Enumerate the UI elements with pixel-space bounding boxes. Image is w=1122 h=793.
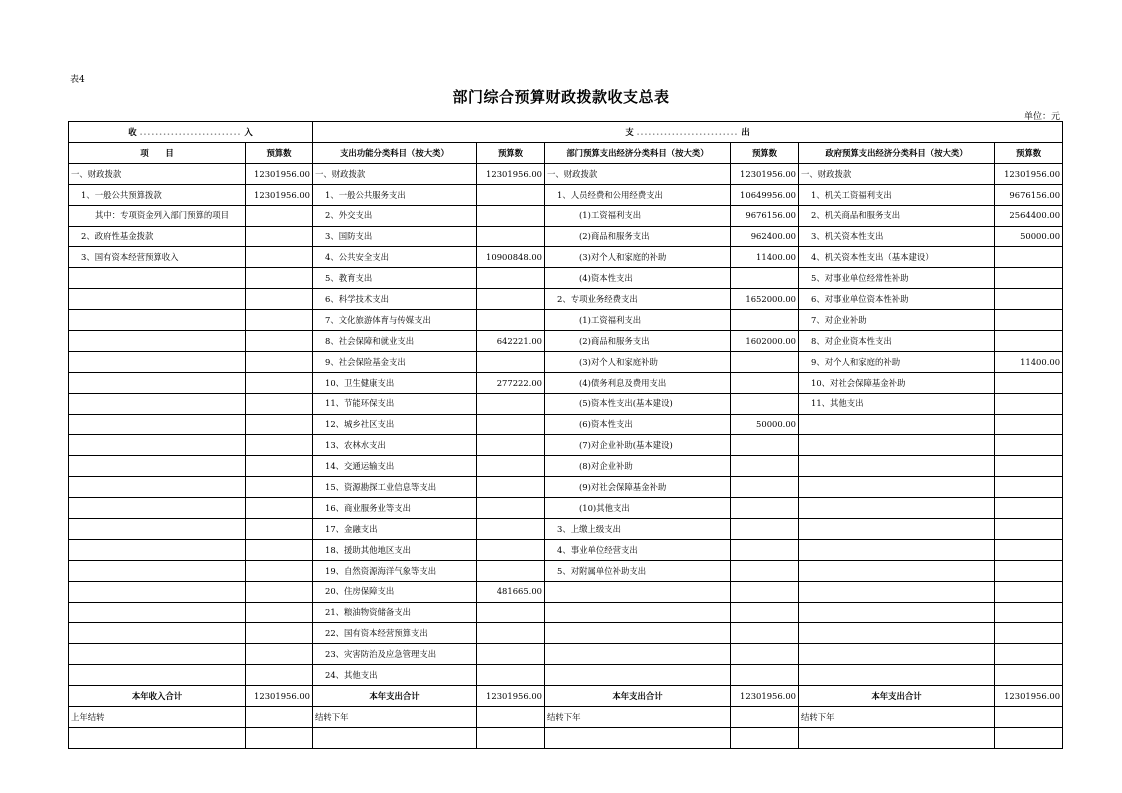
- func-class-cell: 7、文化旅游体育与传媒支出: [313, 310, 477, 331]
- dept-econ-cell: 2、专项业务经费支出: [545, 289, 731, 310]
- gov-budget-cell: 11400.00: [995, 351, 1063, 372]
- dept-budget-cell: 962400.00: [731, 226, 799, 247]
- gov-total-value: 12301956.00: [995, 686, 1063, 707]
- func-class-cell: 14、交通运输支出: [313, 456, 477, 477]
- empty-cell: [69, 727, 246, 748]
- carry-prev-label: 上年结转: [69, 707, 246, 728]
- dept-budget-cell: [731, 372, 799, 393]
- income-budget-cell: [246, 539, 313, 560]
- col-header-budget-gov: 预算数: [995, 143, 1063, 164]
- unit-label: 单位：元: [1023, 112, 1060, 122]
- func-class-cell: 18、援助其他地区支出: [313, 539, 477, 560]
- func-budget-cell: [477, 602, 545, 623]
- carry-next-gov-label: 结转下年: [799, 707, 995, 728]
- gov-budget-cell: [995, 477, 1063, 498]
- gov-econ-cell: [799, 623, 995, 644]
- func-class-cell: 3、国防支出: [313, 226, 477, 247]
- table-row: [69, 289, 1063, 310]
- table-row: [69, 310, 1063, 331]
- func-class-cell: 16、商业服务业等支出: [313, 498, 477, 519]
- gov-econ-cell: 9、对个人和家庭的补助: [799, 351, 995, 372]
- gov-econ-cell: [799, 539, 995, 560]
- dept-budget-cell: [731, 456, 799, 477]
- gov-econ-cell: 8、对企业资本性支出: [799, 331, 995, 352]
- dept-econ-cell: (2)商品和服务支出: [545, 226, 731, 247]
- gov-econ-cell: 2、机关商品和服务支出: [799, 205, 995, 226]
- gov-econ-cell: [799, 456, 995, 477]
- func-budget-cell: 277222.00: [477, 372, 545, 393]
- func-class-cell: 4、公共安全支出: [313, 247, 477, 268]
- gov-econ-cell: 1、机关工资福利支出: [799, 184, 995, 205]
- table-row: [69, 205, 1063, 226]
- func-total-label: 本年支出合计: [313, 686, 477, 707]
- income-total-value: 12301956.00: [246, 686, 313, 707]
- income-budget-cell: [246, 498, 313, 519]
- func-budget-cell: [477, 310, 545, 331]
- table-row: [69, 247, 1063, 268]
- table-row: [69, 623, 1063, 644]
- dept-econ-cell: [545, 623, 731, 644]
- gov-budget-cell: [995, 498, 1063, 519]
- gov-budget-cell: [995, 268, 1063, 289]
- dept-budget-cell: [731, 623, 799, 644]
- income-item-cell: [69, 372, 246, 393]
- empty-cell: [995, 727, 1063, 748]
- func-budget-cell: [477, 351, 545, 372]
- gov-budget-cell: [995, 372, 1063, 393]
- func-class-cell: 1、一般公共服务支出: [313, 184, 477, 205]
- section-header-row: [69, 122, 1063, 143]
- income-item-cell: 3、国有资本经营预算收入: [69, 247, 246, 268]
- dept-budget-cell: 1652000.00: [731, 289, 799, 310]
- gov-econ-cell: [799, 498, 995, 519]
- gov-budget-cell: [995, 414, 1063, 435]
- dept-budget-cell: [731, 435, 799, 456]
- income-budget-cell: 12301956.00: [246, 163, 313, 184]
- gov-budget-cell: [995, 435, 1063, 456]
- dept-econ-cell: (3)对个人和家庭的补助: [545, 247, 731, 268]
- table-row: [69, 581, 1063, 602]
- col-header-budget-dept: 预算数: [731, 143, 799, 164]
- dept-budget-cell: [731, 539, 799, 560]
- table-row: [69, 414, 1063, 435]
- func-budget-cell: [477, 226, 545, 247]
- func-budget-cell: [477, 205, 545, 226]
- budget-table: [68, 121, 1063, 749]
- dept-budget-cell: 50000.00: [731, 414, 799, 435]
- gov-econ-cell: [799, 581, 995, 602]
- gov-budget-cell: [995, 519, 1063, 540]
- gov-budget-cell: [995, 602, 1063, 623]
- income-budget-cell: [246, 602, 313, 623]
- income-budget-cell: [246, 247, 313, 268]
- empty-row: [69, 727, 1063, 748]
- income-budget-cell: [246, 414, 313, 435]
- func-budget-cell: [477, 456, 545, 477]
- dept-budget-cell: [731, 560, 799, 581]
- func-budget-cell: [477, 268, 545, 289]
- dept-econ-cell: (2)商品和服务支出: [545, 331, 731, 352]
- empty-cell: [313, 727, 477, 748]
- func-class-cell: 5、教育支出: [313, 268, 477, 289]
- income-budget-cell: [246, 519, 313, 540]
- income-header-right: 入: [244, 126, 253, 137]
- income-budget-cell: [246, 226, 313, 247]
- table-body: [69, 122, 1063, 749]
- dept-econ-cell: 5、对附属单位补助支出: [545, 560, 731, 581]
- carry-next-dept-label: 结转下年: [545, 707, 731, 728]
- dept-econ-cell: 1、人员经费和公用经费支出: [545, 184, 731, 205]
- income-item-cell: [69, 477, 246, 498]
- table-row: [69, 498, 1063, 519]
- income-budget-cell: [246, 268, 313, 289]
- dept-budget-cell: 10649956.00: [731, 184, 799, 205]
- table-row: [69, 477, 1063, 498]
- carry-next-gov-value: [995, 707, 1063, 728]
- func-budget-cell: [477, 393, 545, 414]
- empty-cell: [246, 727, 313, 748]
- income-budget-cell: [246, 560, 313, 581]
- income-item-cell: [69, 310, 246, 331]
- income-item-cell: [69, 331, 246, 352]
- income-header-left: 收: [128, 126, 137, 137]
- gov-budget-cell: [995, 560, 1063, 581]
- dept-econ-cell: (4)债务利息及费用支出: [545, 372, 731, 393]
- func-class-cell: 9、社会保险基金支出: [313, 351, 477, 372]
- gov-econ-cell: [799, 644, 995, 665]
- income-budget-cell: [246, 351, 313, 372]
- func-budget-cell: [477, 519, 545, 540]
- dept-budget-cell: 9676156.00: [731, 205, 799, 226]
- func-class-cell: 8、社会保障和就业支出: [313, 331, 477, 352]
- gov-econ-cell: 6、对事业单位资本性补助: [799, 289, 995, 310]
- gov-budget-cell: [995, 539, 1063, 560]
- income-item-cell: 2、政府性基金拨款: [69, 226, 246, 247]
- gov-econ-cell: 7、对企业补助: [799, 310, 995, 331]
- func-budget-cell: [477, 184, 545, 205]
- dept-budget-cell: [731, 268, 799, 289]
- income-item-cell: [69, 289, 246, 310]
- gov-budget-cell: [995, 456, 1063, 477]
- func-budget-cell: [477, 289, 545, 310]
- empty-cell: [545, 727, 731, 748]
- income-item-cell: [69, 623, 246, 644]
- expense-header-right: 出: [741, 126, 750, 137]
- func-budget-cell: [477, 539, 545, 560]
- income-budget-cell: 12301956.00: [246, 184, 313, 205]
- gov-total-label: 本年支出合计: [799, 686, 995, 707]
- func-budget-cell: [477, 644, 545, 665]
- table-row: [69, 163, 1063, 184]
- table-row: [69, 351, 1063, 372]
- income-item-cell: [69, 581, 246, 602]
- income-budget-cell: [246, 310, 313, 331]
- income-item-cell: [69, 498, 246, 519]
- gov-econ-cell: 一、财政拨款: [799, 163, 995, 184]
- dept-budget-cell: [731, 519, 799, 540]
- gov-budget-cell: 12301956.00: [995, 163, 1063, 184]
- table-row: [69, 519, 1063, 540]
- func-budget-cell: [477, 477, 545, 498]
- dept-econ-cell: [545, 644, 731, 665]
- income-budget-cell: [246, 581, 313, 602]
- func-class-cell: 20、住房保障支出: [313, 581, 477, 602]
- func-class-cell: 2、外交支出: [313, 205, 477, 226]
- dept-econ-cell: (1)工资福利支出: [545, 205, 731, 226]
- gov-budget-cell: 9676156.00: [995, 184, 1063, 205]
- income-item-cell: [69, 519, 246, 540]
- income-budget-cell: [246, 623, 313, 644]
- dept-total-label: 本年支出合计: [545, 686, 731, 707]
- col-header-func-class: 支出功能分类科目（按大类）: [313, 143, 477, 164]
- gov-econ-cell: 11、其他支出: [799, 393, 995, 414]
- func-budget-cell: [477, 435, 545, 456]
- func-budget-cell: [477, 560, 545, 581]
- func-class-cell: 24、其他支出: [313, 665, 477, 686]
- func-budget-cell: [477, 498, 545, 519]
- func-class-cell: 21、粮油物资储备支出: [313, 602, 477, 623]
- table-row: [69, 435, 1063, 456]
- col-header-budget-func: 预算数: [477, 143, 545, 164]
- dept-econ-cell: (6)资本性支出: [545, 414, 731, 435]
- income-item-cell: [69, 560, 246, 581]
- table-row: [69, 644, 1063, 665]
- income-item-cell: 一、财政拨款: [69, 163, 246, 184]
- income-item-cell: [69, 268, 246, 289]
- empty-cell: [799, 727, 995, 748]
- carry-row: [69, 707, 1063, 728]
- gov-budget-cell: [995, 644, 1063, 665]
- dept-budget-cell: [731, 602, 799, 623]
- expense-section-header: [313, 122, 1063, 143]
- income-header-dots: ..........................: [139, 126, 242, 137]
- income-item-cell: [69, 435, 246, 456]
- income-item-cell: 1、一般公共预算拨款: [69, 184, 246, 205]
- func-class-cell: 13、农林水支出: [313, 435, 477, 456]
- empty-cell: [477, 727, 545, 748]
- dept-total-value: 12301956.00: [731, 686, 799, 707]
- dept-budget-cell: [731, 310, 799, 331]
- func-class-cell: 10、卫生健康支出: [313, 372, 477, 393]
- dept-budget-cell: 1602000.00: [731, 331, 799, 352]
- func-class-cell: 一、财政拨款: [313, 163, 477, 184]
- func-class-cell: 12、城乡社区支出: [313, 414, 477, 435]
- table-row: [69, 665, 1063, 686]
- income-item-cell: [69, 414, 246, 435]
- dept-econ-cell: (10)其他支出: [545, 498, 731, 519]
- func-total-value: 12301956.00: [477, 686, 545, 707]
- gov-econ-cell: [799, 602, 995, 623]
- dept-budget-cell: 12301956.00: [731, 163, 799, 184]
- carry-next-dept-value: [731, 707, 799, 728]
- dept-econ-cell: (5)资本性支出(基本建设): [545, 393, 731, 414]
- table-row: [69, 602, 1063, 623]
- gov-econ-cell: 4、机关资本性支出（基本建设）: [799, 247, 995, 268]
- page-title: 部门综合预算财政拨款收支总表: [452, 88, 670, 106]
- table-row: [69, 226, 1063, 247]
- gov-budget-cell: [995, 310, 1063, 331]
- expense-header-left: 支: [625, 126, 634, 137]
- func-class-cell: 22、国有资本经营预算支出: [313, 623, 477, 644]
- dept-budget-cell: [731, 477, 799, 498]
- col-header-budget-income: 预算数: [246, 143, 313, 164]
- gov-budget-cell: [995, 393, 1063, 414]
- dept-econ-cell: (9)对社会保障基金补助: [545, 477, 731, 498]
- income-budget-cell: [246, 477, 313, 498]
- income-budget-cell: [246, 331, 313, 352]
- income-item-cell: 其中：专项资金列入部门预算的项目: [69, 205, 246, 226]
- dept-budget-cell: [731, 581, 799, 602]
- func-budget-cell: 10900848.00: [477, 247, 545, 268]
- dept-econ-cell: 4、事业单位经营支出: [545, 539, 731, 560]
- func-class-cell: 19、自然资源海洋气象等支出: [313, 560, 477, 581]
- dept-budget-cell: [731, 498, 799, 519]
- table-row: [69, 372, 1063, 393]
- dept-econ-cell: (8)对企业补助: [545, 456, 731, 477]
- income-item-cell: [69, 644, 246, 665]
- table-row: [69, 393, 1063, 414]
- income-budget-cell: [246, 665, 313, 686]
- income-section-header: [69, 122, 313, 143]
- dept-econ-cell: 一、财政拨款: [545, 163, 731, 184]
- func-class-cell: 6、科学技术支出: [313, 289, 477, 310]
- gov-econ-cell: 3、机关资本性支出: [799, 226, 995, 247]
- gov-budget-cell: [995, 331, 1063, 352]
- func-budget-cell: 642221.00: [477, 331, 545, 352]
- expense-header-dots: ..........................: [636, 126, 739, 137]
- dept-budget-cell: [731, 393, 799, 414]
- dept-econ-cell: (3)对个人和家庭补助: [545, 351, 731, 372]
- gov-econ-cell: 10、对社会保障基金补助: [799, 372, 995, 393]
- income-item-cell: [69, 393, 246, 414]
- col-header-dept-econ-class: 部门预算支出经济分类科目（按大类）: [545, 143, 731, 164]
- dept-econ-cell: [545, 665, 731, 686]
- func-budget-cell: 481665.00: [477, 581, 545, 602]
- income-item-cell: [69, 602, 246, 623]
- income-budget-cell: [246, 644, 313, 665]
- income-budget-cell: [246, 435, 313, 456]
- col-header-item: 项 目: [69, 143, 246, 164]
- func-budget-cell: 12301956.00: [477, 163, 545, 184]
- dept-econ-cell: (7)对企业补助(基本建设): [545, 435, 731, 456]
- func-class-cell: 23、灾害防治及应急管理支出: [313, 644, 477, 665]
- table-row: [69, 456, 1063, 477]
- gov-econ-cell: [799, 477, 995, 498]
- table-row: [69, 331, 1063, 352]
- gov-budget-cell: [995, 623, 1063, 644]
- dept-econ-cell: [545, 602, 731, 623]
- func-budget-cell: [477, 665, 545, 686]
- income-budget-cell: [246, 289, 313, 310]
- col-header-gov-econ-class: 政府预算支出经济分类科目（按大类）: [799, 143, 995, 164]
- func-class-cell: 11、节能环保支出: [313, 393, 477, 414]
- dept-budget-cell: [731, 351, 799, 372]
- income-item-cell: [69, 665, 246, 686]
- income-item-cell: [69, 456, 246, 477]
- income-item-cell: [69, 539, 246, 560]
- income-item-cell: [69, 351, 246, 372]
- income-budget-cell: [246, 372, 313, 393]
- table-row: [69, 560, 1063, 581]
- func-class-cell: 15、资源勘探工业信息等支出: [313, 477, 477, 498]
- table-row: [69, 539, 1063, 560]
- gov-budget-cell: 2564400.00: [995, 205, 1063, 226]
- gov-econ-cell: [799, 665, 995, 686]
- income-budget-cell: [246, 205, 313, 226]
- column-header-row: [69, 143, 1063, 164]
- gov-budget-cell: [995, 581, 1063, 602]
- gov-econ-cell: [799, 414, 995, 435]
- gov-budget-cell: [995, 247, 1063, 268]
- gov-econ-cell: 5、对事业单位经常性补助: [799, 268, 995, 289]
- func-budget-cell: [477, 623, 545, 644]
- gov-budget-cell: 50000.00: [995, 226, 1063, 247]
- dept-econ-cell: [545, 581, 731, 602]
- dept-econ-cell: (4)资本性支出: [545, 268, 731, 289]
- income-total-label: 本年收入合计: [69, 686, 246, 707]
- func-class-cell: 17、金融支出: [313, 519, 477, 540]
- income-budget-cell: [246, 456, 313, 477]
- dept-econ-cell: 3、上缴上级支出: [545, 519, 731, 540]
- dept-budget-cell: [731, 665, 799, 686]
- income-budget-cell: [246, 393, 313, 414]
- table-row: [69, 268, 1063, 289]
- carry-next-func-value: [477, 707, 545, 728]
- gov-budget-cell: [995, 289, 1063, 310]
- totals-row: [69, 686, 1063, 707]
- dept-econ-cell: (1)工资福利支出: [545, 310, 731, 331]
- carry-prev-value: [246, 707, 313, 728]
- carry-next-func-label: 结转下年: [313, 707, 477, 728]
- table-row: [69, 184, 1063, 205]
- gov-budget-cell: [995, 665, 1063, 686]
- gov-econ-cell: [799, 435, 995, 456]
- func-budget-cell: [477, 414, 545, 435]
- dept-budget-cell: [731, 644, 799, 665]
- sheet-label: 表4: [70, 75, 85, 85]
- gov-econ-cell: [799, 560, 995, 581]
- empty-cell: [731, 727, 799, 748]
- dept-budget-cell: 11400.00: [731, 247, 799, 268]
- gov-econ-cell: [799, 519, 995, 540]
